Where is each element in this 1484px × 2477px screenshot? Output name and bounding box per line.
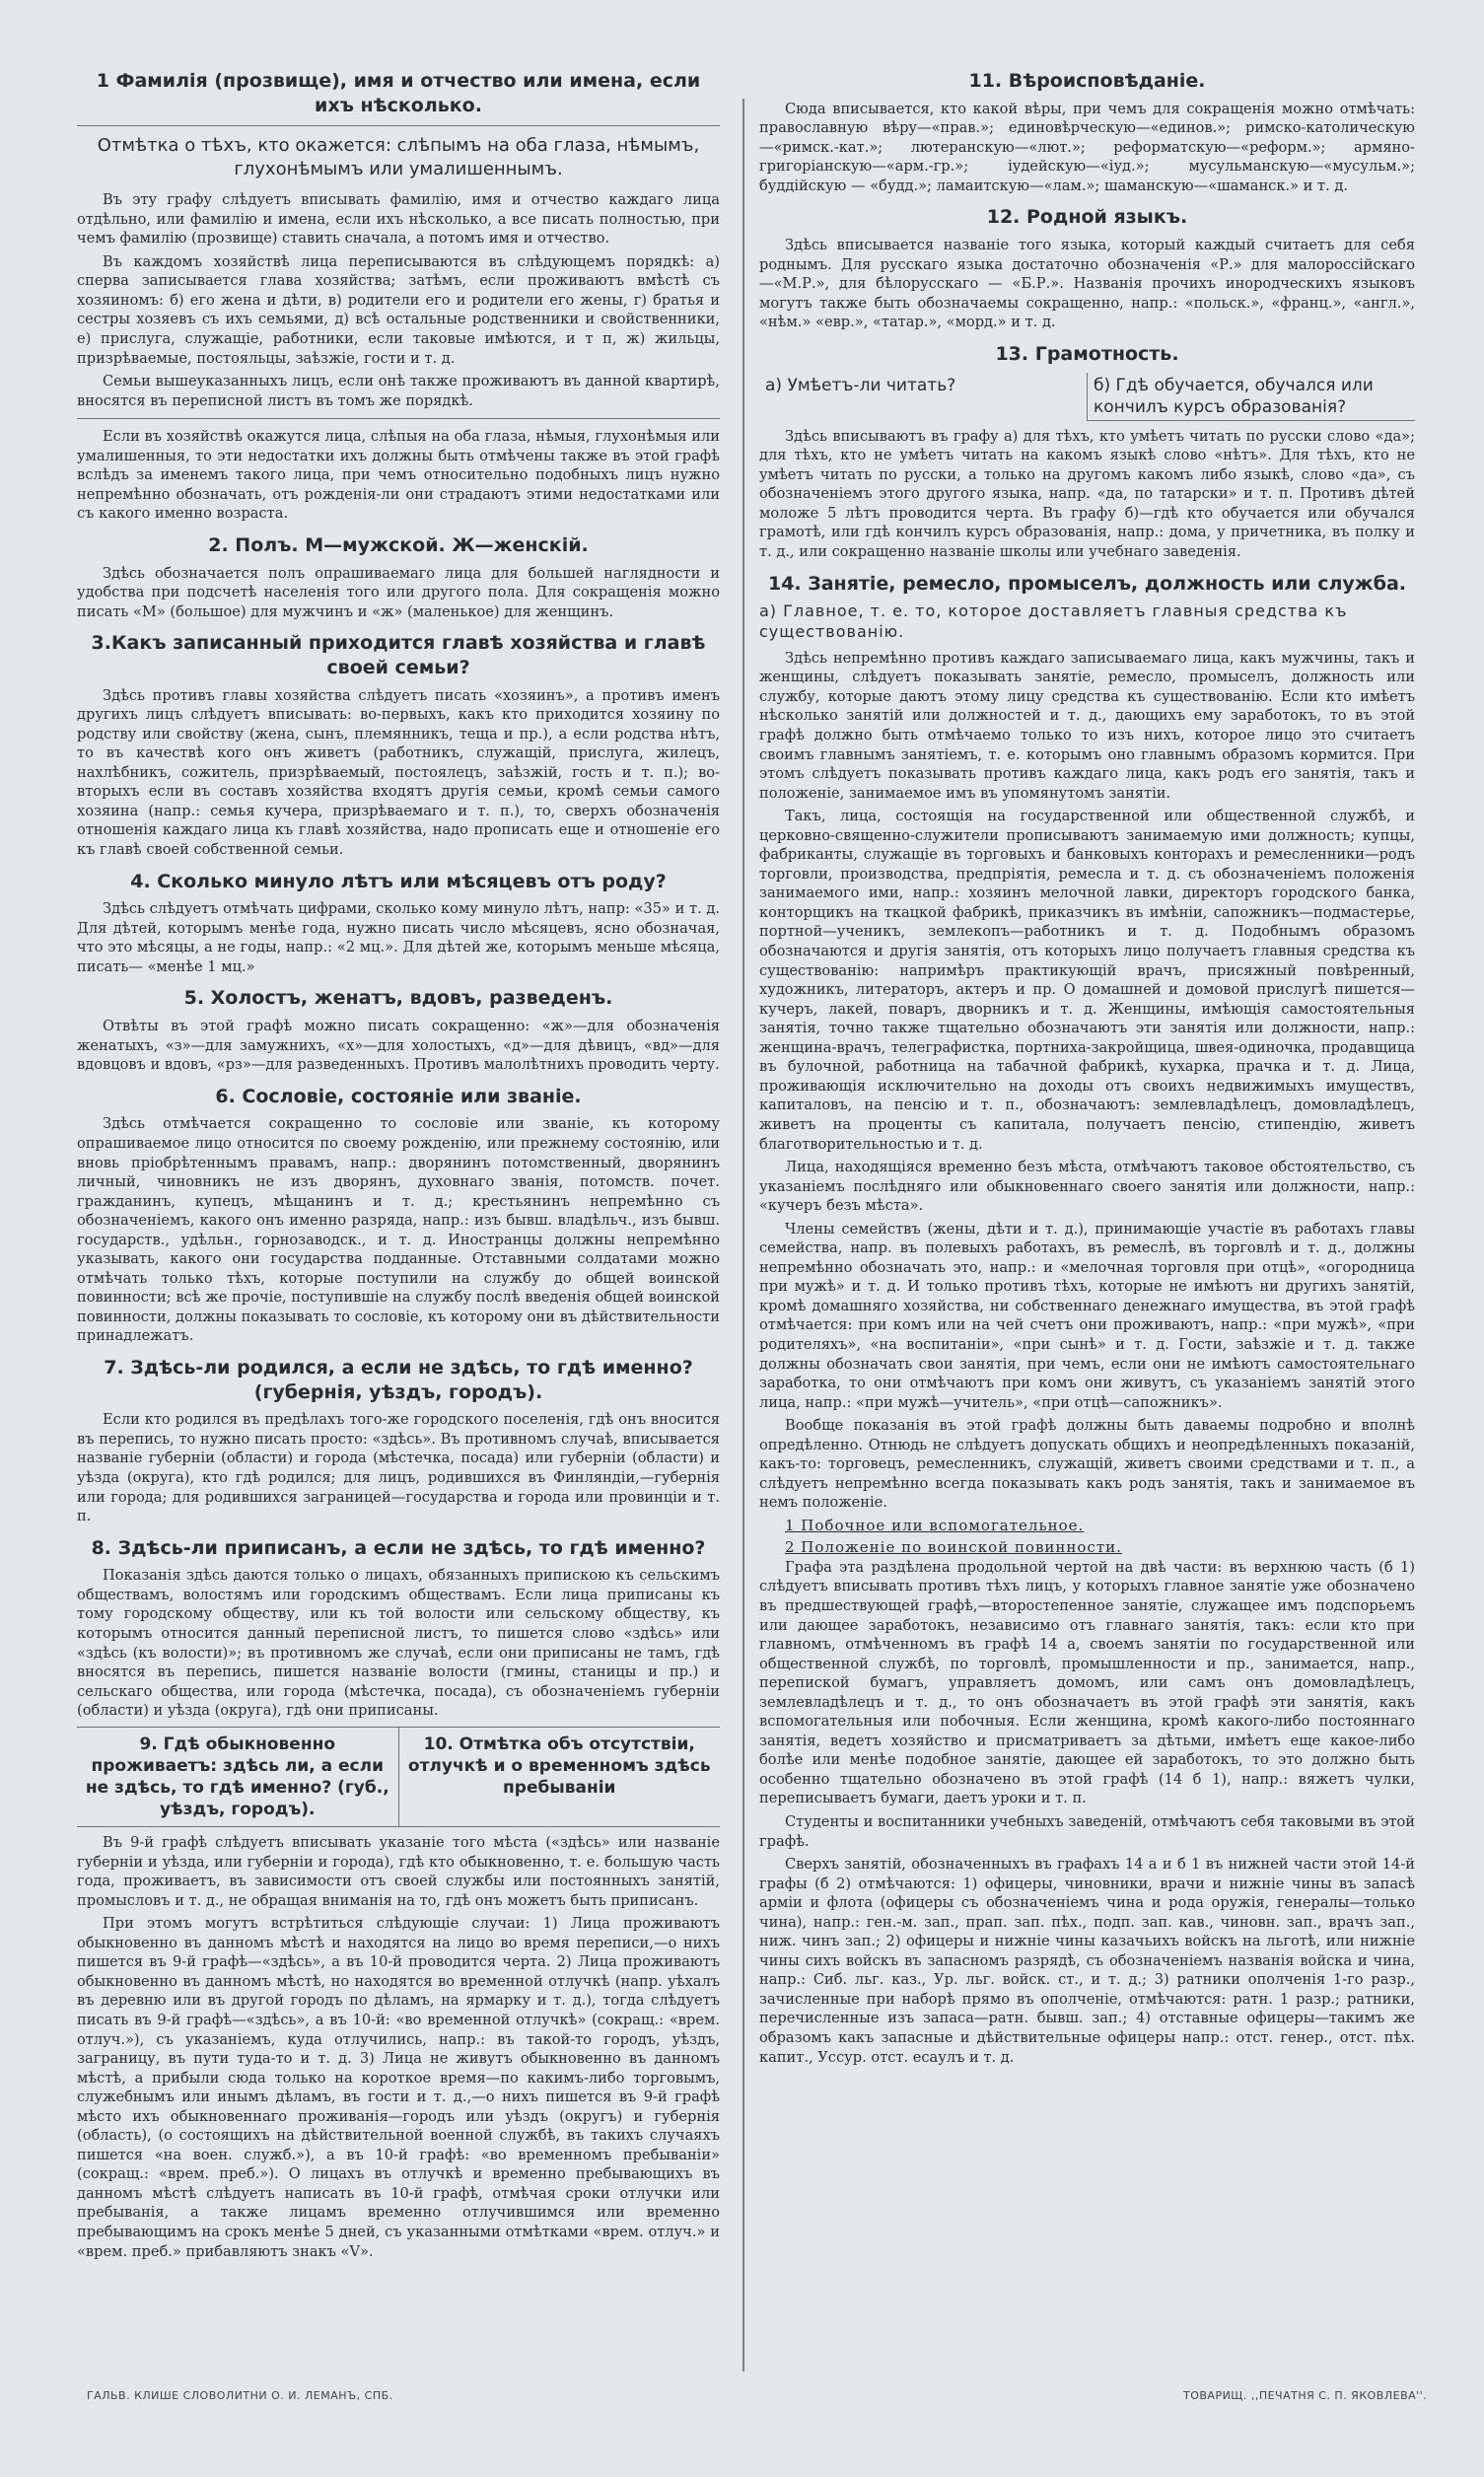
- section-13-title: 13. Грамотность.: [995, 342, 1179, 365]
- section-3-title: 3.Какъ записанный приходится главѣ хозяйства и главѣ своей семьи?: [91, 632, 706, 678]
- section-7-paragraph: Если кто родился въ предѣлахъ того-же городского поселенія, гдѣ онъ вносится въ перепись, то нужно писать просто: «здѣсь». Въ противномъ случаѣ, вписывается названіе губерніи (области) и города (мѣстечка, посада) или губерніи (области) и уѣзда (округа), кто гдѣ родился; для лицъ, родившихся въ Финляндіи,—губернія или города; для родившихся заграницей—государства и города или провинціи и т. п.: [77, 1411, 720, 1525]
- column-divider: [742, 99, 744, 2371]
- section-4-title: 4. Сколько минуло лѣтъ или мѣсяцевъ отъ роду?: [130, 870, 667, 892]
- section-4-paragraph: Здѣсь слѣдуетъ отмѣчать цифрами, сколько кому минуло лѣтъ, напр: «35» и т. д. Для дѣтей, которымъ менѣе года, нужно писать число мѣсяцевъ, ясно обозначая, что это мѣсяцы, а не годы, напр.: «2 мц.». Для дѣтей же, которымъ меньше мѣсяца, писать— «менѣе 1 мц.»: [77, 900, 720, 975]
- section-1-paragraph: Въ каждомъ хозяйствѣ лица переписываются въ слѣдующемъ порядкѣ: а) сперва записывается глава хозяйства; затѣмъ, если проживаютъ вмѣстѣ съ хозяиномъ: б) его жена и дѣти, в) родители его и родители его жены, г) братья и сестры хозяевъ съ ихъ семьями, д) всѣ остальные родственники и свойственники, е) прислуга, служащіе, работники, если таковые имѣются, и т п, ж) жильцы, призрѣваемые, постояльцы, заѣзжіе, гости и т. д.: [77, 252, 720, 367]
- section-9-paragraph: Въ 9-й графѣ слѣдуетъ вписывать указаніе того мѣста («здѣсь» или названіе губерніи и уѣзда, или губерніи и города), гдѣ кто обыкновенно, т. е. большую часть года, проживаетъ, въ зависимости отъ своей службы или постоянныхъ занятій, промысловъ и т. д., не обращая вниманія на то, гдѣ онъ можетъ быть приписанъ.: [77, 1834, 720, 1909]
- section-14-paragraph: Лица, находящіяся временно безъ мѣста, отмѣчаютъ таковое обстоятельство, съ указаніемъ послѣдняго или обыкновеннаго своего занятія или должности, напр.: «кучеръ безъ мѣста».: [759, 1159, 1415, 1215]
- section-11-title: 11. Вѣроисповѣданіе.: [968, 70, 1206, 92]
- section-13a-label: а) Умѣетъ-ли читать?: [765, 375, 956, 395]
- section-14b2-label: 2 Положеніе по воинской повинности.: [785, 1537, 1122, 1556]
- section-12-title: 12. Родной языкъ.: [986, 206, 1188, 229]
- section-2-title: 2. Полъ. М—мужской. Ж—женскій.: [208, 533, 589, 556]
- section-14-paragraph: Вообще показанія въ этой графѣ должны быть даваемы подробно и вполнѣ опредѣленно. Отнюдь не слѣдуетъ допускать общихъ и неопредѣленныхъ показаній, какъ-то: торговецъ, ремесленникъ, служащій, живетъ своими средствами и т. п., а слѣдуетъ непремѣнно всегда показывать какъ родъ занятія, такъ и занимаемое въ немъ положеніе.: [759, 1417, 1415, 1512]
- section-1-paragraph: Въ эту графу слѣдуетъ вписывать фамилію, имя и отчество каждаго лица отдѣльно, или фамилію и имена, если ихъ нѣсколько, а все писать полностью, при чемъ фамилію (прозвище) ставить сначала, а потомъ имя и отчество.: [77, 191, 720, 248]
- footer-printer-right: ТОВАРИЩ. ,,ПЕЧАТНЯ С. П. ЯКОВЛЕВА''.: [1183, 2389, 1428, 2402]
- section-13b-label: б) Гдѣ обучается, обучался или кончилъ курсъ образованія?: [1087, 373, 1415, 421]
- section-14-paragraph: Графа эта раздѣлена продольной чертой на двѣ части: въ верхнюю часть (б 1) слѣдуетъ вписывать противъ тѣхъ лицъ, у которыхъ главное занятіе уже обозначено въ предшествующей графѣ,—второстепенное занятіе, служащее имъ подспорьемъ или дающее заработокъ, независимо отъ главнаго занятія, такъ: если кто при главномъ, отмѣченномъ въ графѣ 14 а, своемъ занятіи по государственной или общественной службѣ, по торговлѣ, промышленности и пр., занимается, напр., перепиской бумагъ, управляетъ домомъ, или самъ онъ домовладѣлецъ, землевладѣлецъ и т. д., то онъ обозначаетъ въ этой графѣ эти занятія, какъ вспомогательныя или побочныя. Если женщина, кромѣ какого-либо постояннаго занятія, ведетъ хозяйство и присматриваетъ за дѣтьми, имѣетъ еще какое-либо болѣе или менѣе подобное занятіе, дающее ей заработокъ, то это должно быть особенно тщательно обозначено въ этой графѣ (14 б 1), напр.: вяжетъ чулки, переписываетъ бумаги, даетъ уроки и т. п.: [759, 1558, 1415, 1807]
- section-14-paragraph: Члены семействъ (жены, дѣти и т. д.), принимающіе участіе въ работахъ главы семейства, напр. въ полевыхъ работахъ, въ ремеслѣ, въ торговлѣ и т. д., должны непремѣнно обозначать это, напр.: и «мелочная торговля при отцѣ», «огородница при мужѣ» и т. д. И только противъ тѣхъ, которые не имѣютъ ни другихъ занятій, кромѣ домашняго хозяйства, ни собственнаго денежнаго имущества, въ этой графѣ отмѣчается: при комъ или на чей счетъ они проживаютъ, напр.: «при мужѣ», «при родителяхъ», «на воспитаніи», «при сынѣ» и т. д. Гости, заѣзжіе и т. д. также должны обозначать свои занятія, при чемъ, если они не имѣютъ самостоятельнаго заработка, то они отмѣчаютъ при комъ они живутъ, съ указаніемъ занятій этого лица, напр.: «при мужѣ—учитель», «при отцѣ—сапожникъ».: [759, 1220, 1415, 1411]
- section-10-title: 10. Отмѣтка объ отсутствіи, отлучкѣ и о временномъ здѣсь пребываніи: [398, 1728, 721, 1826]
- section-12-paragraph: Здѣсь вписывается названіе того языка, который каждый считаетъ для себя роднымъ. Для русскаго языка достаточно обозначенія «Р.» для малороссійскаго—«М.Р.», для бѣлорусскаго — «Б.Р.». Названія прочихъ инородческихъ языковъ могутъ также быть обозначаемы сокращенно, напр.: «польск.», «франц.», «англ.», «нѣм.» «евр.», «татар.», «морд.» и т. д.: [759, 237, 1415, 331]
- section-14-paragraph: Сверхъ занятій, обозначенныхъ въ графахъ 14 а и б 1 въ нижней части этой 14-й графы (б 2) отмѣчаются: 1) офицеры, чиновники, врачи и нижніе чины въ запасѣ арміи и флота (офицеры съ обозначеніемъ чина и рода оружія, генералы—только чина), напр.: ген.-м. зап., прап. зап. пѣх., подп. зап. кав., чиновн. зап., врачъ зап., ниж. чинъ зап.; 2) офицеры и нижніе чины казачьихъ войскъ на льготѣ, или нижніе чины сихъ войскъ въ запасномъ разрядѣ, съ обозначеніемъ названія войска и чина, напр.: Сиб. льг. каз., Ур. льг. войск. ст., и т. д.; 3) ратники ополченія 1-го разр., зачисленные при наборѣ прямо въ ополченіе, отмѣчаются: ратн. 1 разр.; ратники, перечисленные изъ запаса—ратн. бывш. зап.; 4) отставные офицеры—такимъ же образомъ какъ запасные и дѣйствительные офицеры напр.: отст. генер., отст. пѣх. капит., Уссур. отст. есаулъ и т. д.: [759, 1856, 1415, 2066]
- left-column: [77, 59, 720, 2265]
- section-1-paragraph: Если въ хозяйствѣ окажутся лица, слѣпыя на оба глаза, нѣмыя, глухонѣмыя или умалишенныя, то эти недостатки ихъ должны быть отмѣчены также въ этой графѣ вслѣдъ за именемъ такого лица, при чемъ относительно подобныхъ лицъ нужно непремѣнно обозначать, отъ рожденія-ли они страдаютъ этими недостатками или съ какого именно возраста.: [77, 428, 720, 523]
- divider: [77, 125, 720, 126]
- section-1-subtitle: Отмѣтка о тѣхъ, кто окажется: слѣпымъ на оба глаза, нѣмымъ, глухонѣмымъ или умалишеннымъ.: [97, 135, 700, 179]
- section-9-paragraph: При этомъ могутъ встрѣтиться слѣдующіе случаи: 1) Лица проживаютъ обыкновенно въ данномъ мѣстѣ и находятся на лицо во время переписи,—о нихъ пишется въ 9-й графѣ—«здѣсь», а въ 10-й проводится черта. 2) Лица проживаютъ обыкновенно въ данномъ мѣстѣ, но находятся во временной отлучкѣ (напр. уѣхалъ въ деревню или въ другой городъ по дѣламъ, на ярмарку и т. д.), тогда слѣдуетъ писать въ 9-й графѣ—«здѣсь», а въ 10-й: «во временной отлучкѣ» (сокращ.: «врем. отлуч.»), съ указаніемъ, куда отлучились, напр.: въ такой-то городъ, уѣздъ, заграницу, въ пути туда-то и т. д. 3) Лица не живутъ обыкновенно въ данномъ мѣстѣ, а прибыли сюда только на короткое время—по какимъ-либо торговымъ, служебнымъ или инымъ дѣламъ, въ гости и т. д.,—о нихъ пишется въ 9-й графѣ мѣсто ихъ обыкновеннаго проживанія—городъ или уѣздъ (округъ) и губернія (область), (о состоящихъ на дѣйствительной военной службѣ, въ такихъ случаяхъ пишется «на воен. служб.»), а въ 10-й графѣ: «во временномъ пребываніи» (сокращ.: «врем. преб.»). О лицахъ въ отлучкѣ и временно пребывающихъ въ данномъ мѣстѣ слѣдуетъ написать въ 10-й графѣ, отмѣчая сроки отлучки или пребыванія, а также лицамъ временно отлучившимся или временно пребывающимъ на срокъ менѣе 5 дней, съ указанными отмѣтками «врем. отлуч.» и «врем. преб.» прибавляютъ знакъ «V».: [77, 1915, 720, 2260]
- section-8-paragraph: Показанія здѣсь даются только о лицахъ, обязанныхъ припискою къ сельскимъ обществамъ, волостямъ или городскимъ обществамъ. Если лица приписаны къ тому городскому обществу, или къ той волости или сельскому обществу, къ которымъ относится данный переписной листъ, то пишется слово «здѣсь» или «здѣсь (къ волости)»; въ противномъ же случаѣ, если они приписаны не тамъ, гдѣ вносятся въ перепись, пишется названіе волости (гмины, станицы и пр.) и сельскаго общества, или города (мѣстечка, посада), съ обозначеніемъ губерніи (области) и уѣзда (округа), гдѣ они приписаны.: [77, 1567, 720, 1720]
- sections-9-10-header: [77, 1727, 720, 1827]
- section-3-paragraph: Здѣсь противъ главы хозяйства слѣдуетъ писать «хозяинъ», а противъ именъ другихъ лицъ слѣдуетъ вписывать: во-первыхъ, какъ кто приходится хозяину по родству или свойству (жена, сынъ, племянникъ, теща и пр.), а если родства нѣтъ, то въ качествѣ кого онъ живетъ (работникъ, служащій, прислуга, жилецъ, нахлѣбникъ, сожитель, призрѣваемый, постоялецъ, заѣзжій, гость и т. п.); во-вторыхъ если въ составъ хозяйства входятъ другія семьи, кромѣ семьи самого хозяина (напр.: семья кучера, призрѣваемаго и т. п.), то, сверхъ обозначенія отношенія каждаго лица къ главѣ хозяйства, надо прописать еще и отношеніе его къ главѣ своей собственной семьи.: [77, 686, 720, 858]
- right-column: [759, 59, 1415, 2071]
- section-9-title: 9. Гдѣ обыкновенно проживаетъ: здѣсь ли, а если не здѣсь, то гдѣ именно? (губ., уѣздъ, городъ).: [85, 1734, 389, 1819]
- section-6-title: 6. Сословіе, состояніе или званіе.: [215, 1085, 582, 1107]
- section-11-paragraph: Сюда вписывается, кто какой вѣры, при чемъ для сокращенія можно отмѣчать: православную вѣру—«прав.»; единовѣрческую—«единов.»; римско-католическую—«римск.-кат.»; лютеранскую—«лют.»; реформатскую—«реформ.»; армяно-григоріанскую—«арм.-гр.»; іудейскую—«іуд.»; мусульманскую—«мусульм.»; буддійскую — «будд.»; ламаитскую—«лам.»; шаманскую—«шаманск.» и т. д.: [759, 100, 1415, 194]
- section-14-paragraph: Студенты и воспитанники учебныхъ заведеній, отмѣчаютъ себя таковыми въ этой графѣ.: [759, 1813, 1415, 1850]
- section-13-paragraph: Здѣсь вписываютъ въ графу а) для тѣхъ, кто умѣетъ читать по русски слово «да»; для тѣхъ, кто не умѣетъ читать на какомъ языкѣ слово «нѣтъ». Для тѣхъ, кто не умѣетъ читать по русски, а только на другомъ какомъ либо языкѣ, слово «да», съ обозначеніемъ этого другого языка, напр. «да, по татарски» и т. п. Противъ дѣтей моложе 5 лѣтъ проводится черта. Въ графу б)—гдѣ кто обучается или обучался грамотѣ, или гдѣ кончилъ курсъ образованія, напр.: дома, у причетника, въ полку и т. д., или сокращенно названіе школы или учебнаго заведенія.: [759, 427, 1415, 560]
- section-1-paragraph: Семьи вышеуказанныхъ лицъ, если онѣ также проживаютъ въ данной квартирѣ, вносятся въ переписной листъ въ томъ же порядкѣ.: [77, 373, 720, 409]
- section-7-title: 7. Здѣсь-ли родился, а если не здѣсь, то гдѣ именно? (губернія, уѣздъ, городъ).: [104, 1356, 693, 1403]
- section-14-paragraph: Такъ, лица, состоящія на государственной или общественной службѣ, и церковно-священно-служители прописываютъ занимаемую ими должность; купцы, фабриканты, служащіе въ торговыхъ и банковыхъ конторахъ и ремесленники—родъ торговли, производства, предпріятія, ремесла и т. д. съ обозначеніемъ положенія занимаемого ими, напр.: хозяинъ мелочной лавки, директоръ городского банка, конторщикъ на ткацкой фабрикѣ, приказчикъ въ имѣніи, сапожникъ—подмастерье, портной—ученикъ, землекопъ—работникъ и т. д. Подобнымъ образомъ обозначаются и другія занятія, отъ которыхъ лицо получаетъ главныя средства къ существованію: напримѣръ практикующій врачъ, присяжный повѣренный, художникъ, литераторъ, актеръ и пр. О домашней и домовой прислугѣ пишется—кучеръ, лакей, поваръ, дворникъ и т. д. Женщины, имѣющія самостоятельныя занятія, точно также тщательно обозначаютъ эти занятія или должности, напр.: женщина-врачъ, телеграфистка, портниха-закройщица, швея-одиночка, продавщица въ булочной, работница на табачной фабрикѣ, кухарка, прачка и т. д. Лица, проживающія исключительно на доходы отъ своихъ недвижимыхъ имуществъ, капиталовъ, на пенсію и т. п., обозначаютъ: землевладѣлецъ, домовладѣлецъ, живетъ на проценты съ капитала, получаетъ пенсію, стипендію, живетъ благотворительностью и т. д.: [759, 808, 1415, 1153]
- section-8-title: 8. Здѣсь-ли приписанъ, а если не здѣсь, то гдѣ именно?: [91, 1536, 706, 1559]
- section-6-paragraph: Здѣсь отмѣчается сокращенно то сословіе или званіе, къ которому опрашиваемое лицо относится по своему рожденію, или прежнему состоянію, или вновь пріобрѣтеннымъ правамъ, напр.: дворянинъ потомственный, дворянинъ личный, чиновникъ не изъ дворянъ, духовнаго званія, потомств. почет. гражданинъ, купецъ, мѣщанинъ и т. д.; крестьянинъ непремѣнно съ обозначеніемъ, какого онъ именно разряда, напр.: изъ бывш. владѣльч., изъ бывш. государств., удѣльн., горнозаводск., и т. д. Иностранцы должны непремѣнно указывать, какого они государства подданные. Отставными солдатами можно отмѣчать только тѣхъ, которые поступили на службу до общей воинской повинности; всѣ же прочіе, поступившіе на службу послѣ введенія общей воинской повинности, должны показывать то сословіе, къ которому они въ дѣйствительности принадлежатъ.: [77, 1115, 720, 1345]
- section-14-paragraph: Здѣсь непремѣнно противъ каждаго записываемаго лица, какъ мужчины, такъ и женщины, слѣдуетъ показывать занятіе, ремесло, промыселъ, должность или службу, которые даютъ этому лицу средства къ существованію. Если кто имѣетъ нѣсколько занятій или должностей и т. д., дающихъ ему заработокъ, то въ этой графѣ должно быть отмѣчаемо только то изъ нихъ, которое лицо это считаетъ своимъ главнымъ занятіемъ, т. е. которымъ оно главнымъ образомъ кормится. При этомъ слѣдуетъ показывать противъ каждаго лица, какъ родъ его занятія, такъ и положеніе, занимаемое имъ въ упомянутомъ занятіи.: [759, 649, 1415, 802]
- section-5-title: 5. Холостъ, женатъ, вдовъ, разведенъ.: [183, 987, 613, 1010]
- section-2-paragraph: Здѣсь обозначается полъ опрашиваемаго лица для большей наглядности и удобства при подсчетѣ населенія того или другого пола. Для сокращенія можно писать «М» (большое) для мужчинъ и «ж» (маленькое) для женщинъ.: [77, 564, 720, 620]
- divider: [77, 418, 720, 419]
- footer-printer-left: ГАЛЬВ. КЛИШЕ СЛОВОЛИТНИ О. И. ЛЕМАНЪ, СПБ.: [87, 2389, 393, 2402]
- section-14b1-label: 1 Побочное или вспомогательное.: [785, 1516, 1085, 1534]
- section-14a-subtitle: а) Главное, т. е. то, которое доставляетъ главныя средства къ существованію.: [759, 602, 1348, 642]
- section-1-title: 1 Фамилія (прозвище), имя и отчество или имена, если ихъ нѣсколько.: [96, 70, 701, 116]
- section-5-paragraph: Отвѣты въ этой графѣ можно писать сокращенно: «ж»—для обозначенія женатыхъ, «з»—для замужнихъ, «х»—для холостыхъ, «д»—для дѣвицъ, «вд»—для вдовцовъ и вдовъ, «рз»—для разведенныхъ. Противъ малолѣтнихъ проводить черту.: [77, 1018, 720, 1074]
- section-13-subheaders: [759, 373, 1415, 421]
- section-14-title: 14. Занятіе, ремесло, промыселъ, должность или служба.: [767, 572, 1407, 595]
